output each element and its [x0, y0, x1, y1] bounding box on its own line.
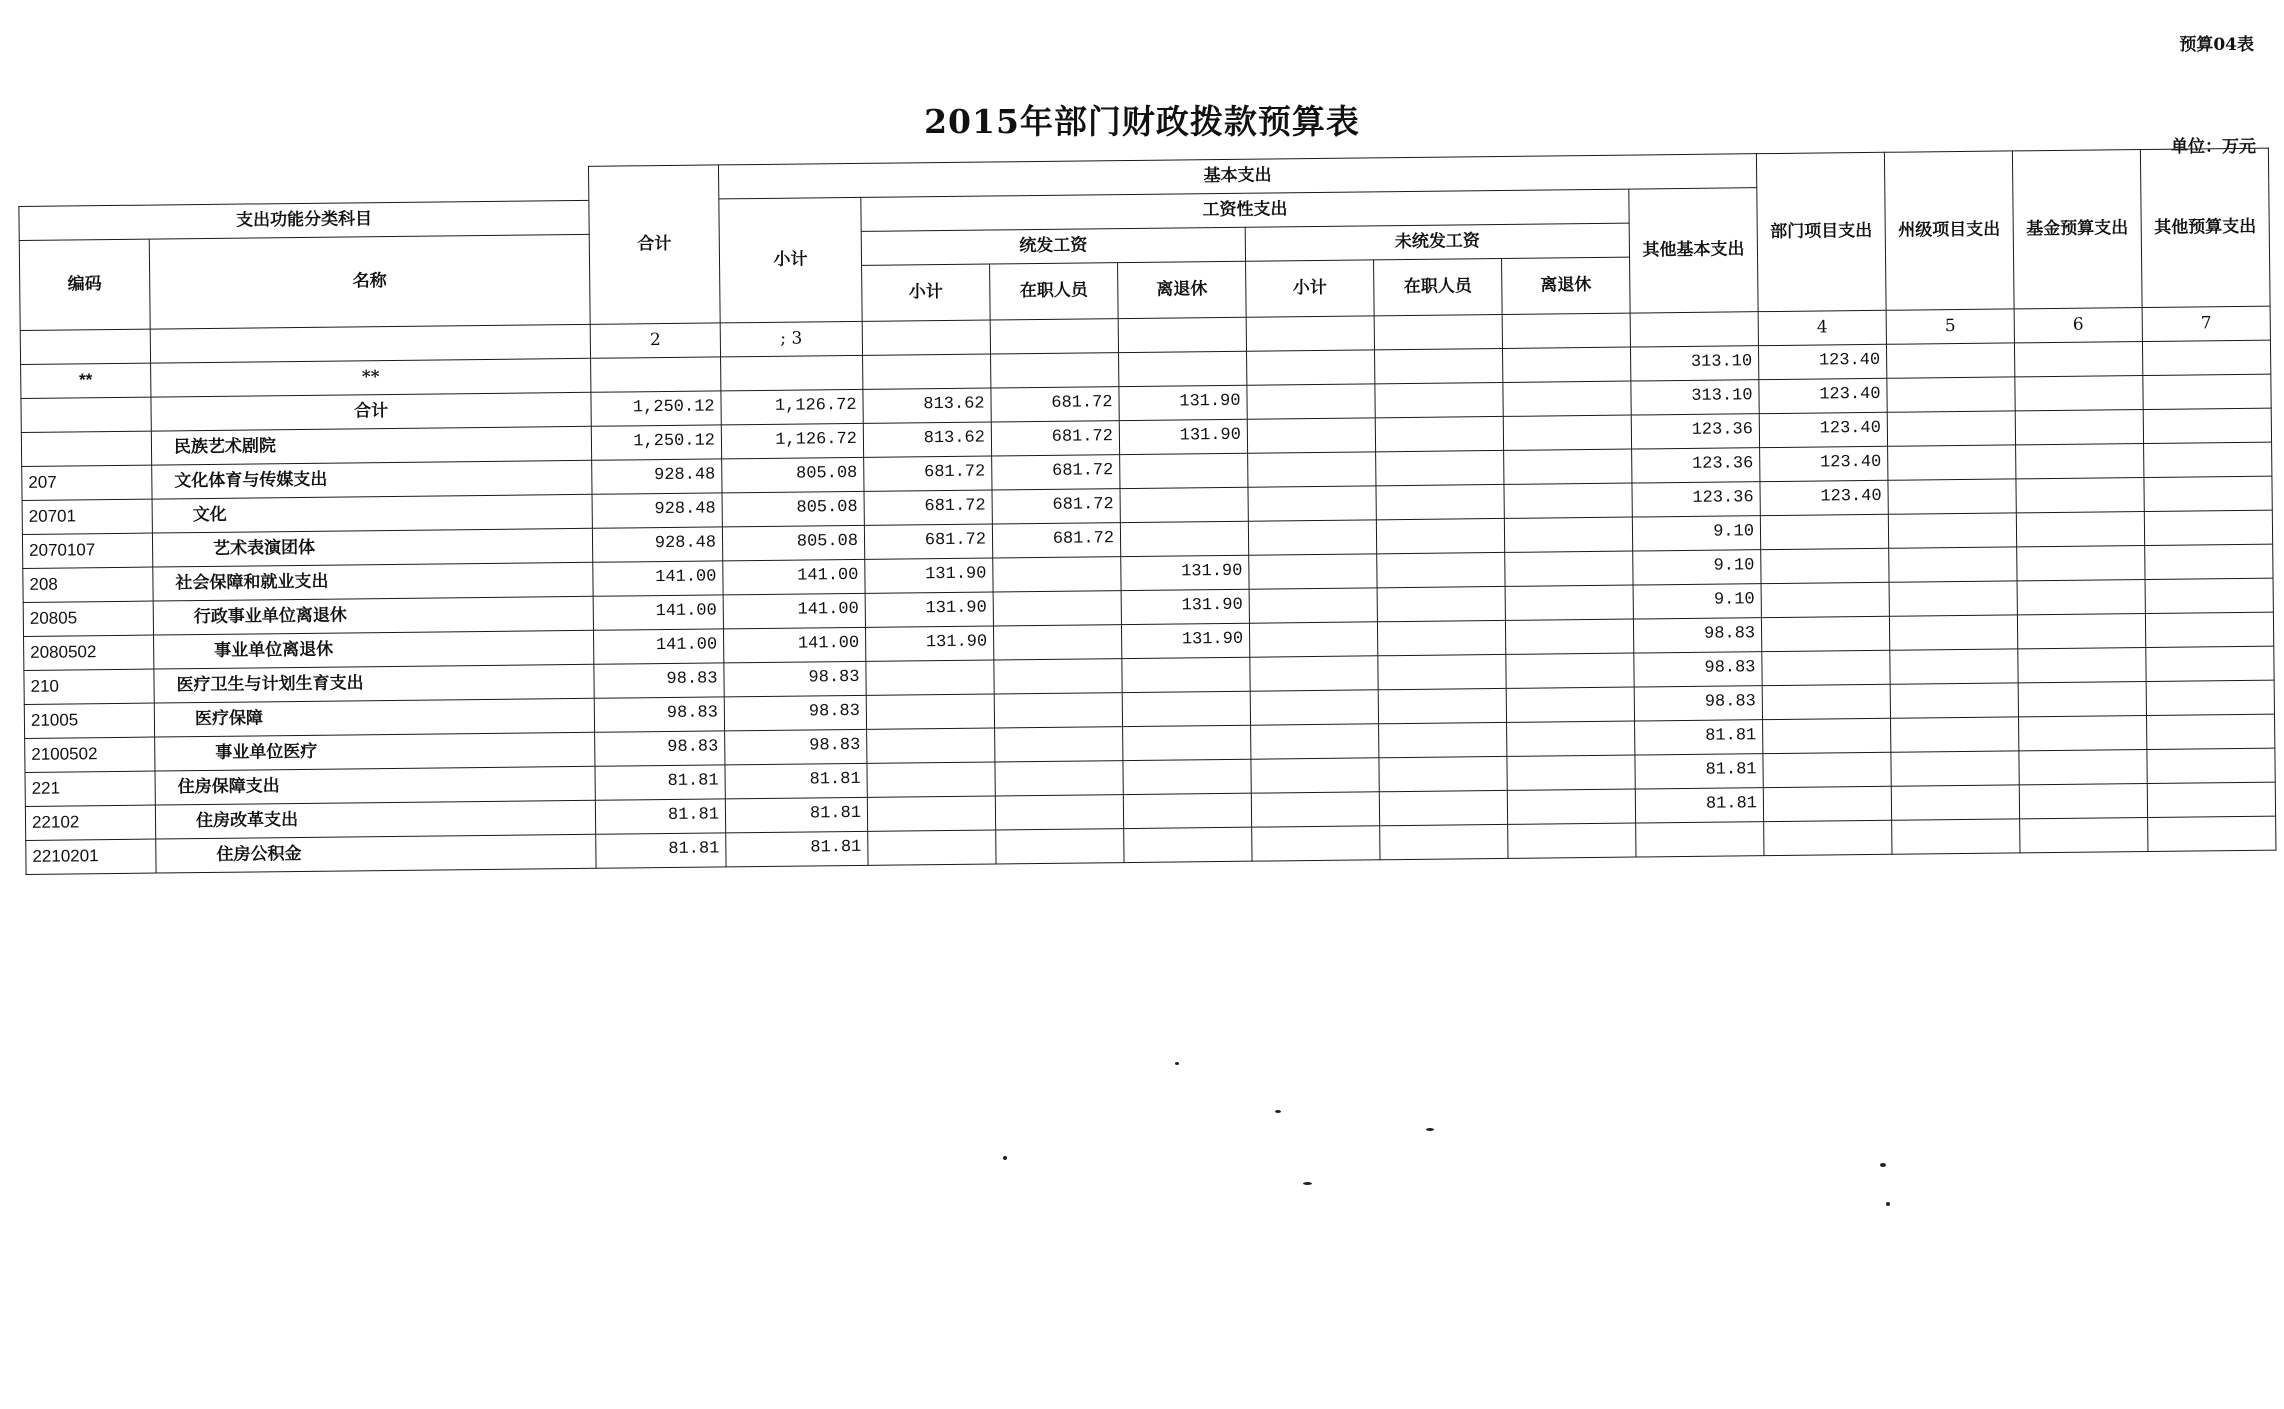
cell-n_sub: [1247, 418, 1375, 453]
row-name: **: [151, 358, 591, 397]
row-name: 住房保障支出: [155, 766, 595, 805]
col-number: 2: [590, 323, 720, 358]
cell-u_retired: 131.90: [1119, 385, 1247, 420]
cell-subtotal: 141.00: [723, 559, 865, 595]
cell-u_retired: 131.90: [1121, 555, 1249, 590]
cell-other: 98.83: [1634, 686, 1762, 721]
cell-dept: 123.40: [1760, 446, 1888, 481]
cell-otherb: [2147, 782, 2275, 817]
cell-other: 313.10: [1631, 380, 1759, 415]
cell-u_retired: [1120, 521, 1248, 556]
cell-n_retired: [1503, 381, 1631, 416]
cell-state: [1888, 479, 2016, 514]
cell-other: 81.81: [1635, 720, 1763, 755]
row-code: 21005: [24, 703, 154, 738]
header-nonunified-active: 在职人员: [1374, 258, 1503, 315]
header-category: 支出功能分类科目: [19, 200, 589, 240]
cell-u_active: [993, 625, 1121, 660]
cell-subtotal: 141.00: [723, 593, 865, 629]
cell-n_active: [1375, 416, 1503, 451]
cell-total: 928.48: [592, 459, 722, 494]
cell-dept: [1761, 616, 1889, 651]
cell-otherb: [2148, 816, 2276, 851]
cell-u_retired: [1120, 487, 1248, 522]
cell-other: 123.36: [1632, 448, 1760, 483]
cell-otherb: [2143, 374, 2271, 409]
cell-fund: [2019, 783, 2147, 818]
cell-u_retired: [1122, 691, 1250, 726]
row-name: 住房改革支出: [155, 800, 595, 839]
cell-dept: 123.40: [1759, 412, 1887, 447]
header-other-basic: 其他基本支出: [1629, 188, 1758, 313]
cell-fund: [2015, 376, 2143, 411]
scan-speck: [1303, 1182, 1312, 1185]
cell-other: 81.81: [1635, 754, 1763, 789]
cell-otherb: [2145, 612, 2273, 647]
cell-n_retired: [1504, 517, 1632, 552]
cell-state: [1887, 411, 2015, 446]
cell-n_sub: [1249, 554, 1377, 589]
cell-n_retired: [1507, 721, 1635, 756]
cell-u_sub: 131.90: [865, 592, 993, 627]
cell-n_active: [1377, 552, 1505, 587]
header-state-project: 州级项目支出: [1884, 151, 2014, 310]
cell-dept: [1763, 752, 1891, 787]
cell-otherb: [2145, 544, 2273, 579]
cell-u_retired: 131.90: [1121, 589, 1249, 624]
cell-u_retired: [1120, 453, 1248, 488]
cell-n_sub: [1248, 486, 1376, 521]
cell-total: 81.81: [596, 833, 726, 868]
cell-n_active: [1380, 824, 1508, 859]
row-code: 210: [24, 669, 154, 704]
cell-n_active: [1379, 790, 1507, 825]
document-code: 预算04表: [2179, 35, 2254, 55]
cell-state: [1891, 751, 2019, 786]
cell-other: 123.36: [1632, 482, 1760, 517]
cell-state: [1891, 717, 2019, 752]
cell-subtotal: 81.81: [726, 831, 868, 867]
header-subtotal: 小计: [719, 197, 862, 323]
cell-u_sub: [866, 660, 994, 695]
cell-n_sub: [1251, 724, 1379, 759]
cell-n_active: [1376, 450, 1504, 485]
header-nonunified-retired: 离退休: [1502, 257, 1631, 314]
header-dept-project: 部门项目支出: [1756, 152, 1886, 311]
cell-u_sub: 681.72: [864, 524, 992, 559]
cell-subtotal: 98.83: [724, 695, 866, 731]
row-code: 221: [25, 771, 155, 806]
col-number: 6: [2014, 308, 2142, 343]
header-unified-retired: 离退休: [1118, 261, 1247, 318]
cell-u_active: [995, 727, 1123, 762]
cell-fund: [2016, 444, 2144, 479]
row-code: 2210201: [26, 839, 156, 874]
cell-u_sub: 131.90: [865, 626, 993, 661]
cell-n_active: [1379, 756, 1507, 791]
cell-other: [1636, 822, 1764, 857]
row-name: 行政事业单位离退休: [153, 596, 593, 635]
cell-otherb: [2144, 510, 2272, 545]
cell-state: [1890, 649, 2018, 684]
cell-otherb: [2145, 578, 2273, 613]
cell-u_active: 681.72: [992, 523, 1120, 558]
cell-n_sub: [1249, 588, 1377, 623]
cell-u_active: 681.72: [991, 387, 1119, 422]
col-number: 4: [1758, 310, 1886, 345]
cell-n_sub: [1251, 792, 1379, 827]
cell-n_sub: [1247, 350, 1375, 385]
header-unified: 统发工资: [861, 227, 1245, 265]
cell-total: 141.00: [593, 595, 723, 630]
row-name: 艺术表演团体: [152, 528, 592, 567]
cell-fund: [2016, 478, 2144, 513]
header-fund-budget: 基金预算支出: [2012, 150, 2142, 309]
row-name: 医疗保障: [154, 698, 594, 737]
cell-subtotal: 141.00: [723, 627, 865, 663]
cell-subtotal: 98.83: [724, 661, 866, 697]
col-number: 5: [1886, 309, 2014, 344]
cell-n_active: [1377, 620, 1505, 655]
row-name: 文化: [152, 494, 592, 533]
header-name: 名称: [149, 234, 590, 329]
document-title: 2015年部门财政拨款预算表: [924, 102, 1360, 141]
cell-u_active: [994, 693, 1122, 728]
unit-label: 单位：万元: [2171, 137, 2256, 157]
budget-sheet: [18, 148, 2275, 875]
cell-n_retired: [1505, 585, 1633, 620]
cell-n_active: [1375, 348, 1503, 383]
cell-other: 313.10: [1630, 346, 1758, 381]
cell-n_active: [1378, 688, 1506, 723]
cell-subtotal: 805.08: [722, 525, 864, 561]
cell-fund: [2016, 512, 2144, 547]
cell-subtotal: 805.08: [722, 457, 864, 493]
cell-fund: [2017, 546, 2145, 581]
cell-otherb: [2146, 680, 2274, 715]
row-name: 医疗卫生与计划生育支出: [154, 664, 594, 703]
cell-other: 9.10: [1633, 550, 1761, 585]
cell-n_retired: [1502, 347, 1630, 382]
cell-n_sub: [1248, 452, 1376, 487]
cell-otherb: [2147, 748, 2275, 783]
cell-fund: [2019, 749, 2147, 784]
cell-dept: [1763, 786, 1891, 821]
cell-fund: [2018, 648, 2146, 683]
cell-dept: 123.40: [1760, 480, 1888, 515]
header-non-unified: 未统发工资: [1245, 223, 1629, 261]
cell-u_sub: [867, 728, 995, 763]
cell-otherb: [2146, 646, 2274, 681]
cell-n_sub: [1251, 758, 1379, 793]
cell-total: 141.00: [593, 561, 723, 596]
cell-subtotal: 1,126.72: [721, 389, 863, 425]
header-other-budget: 其他预算支出: [2140, 148, 2270, 307]
cell-dept: [1764, 820, 1892, 855]
cell-fund: [2020, 817, 2148, 852]
row-code: [21, 397, 151, 432]
cell-state: [1888, 513, 2016, 548]
header-wage: 工资性支出: [861, 189, 1629, 231]
row-code: 2100502: [25, 737, 155, 772]
budget-table: [18, 148, 2276, 875]
cell-other: 98.83: [1633, 618, 1761, 653]
cell-subtotal: [721, 355, 863, 391]
cell-subtotal: 805.08: [722, 491, 864, 527]
cell-u_retired: [1119, 351, 1247, 386]
row-code: [21, 431, 151, 466]
cell-state: [1891, 785, 2019, 820]
cell-u_sub: 681.72: [864, 456, 992, 491]
cell-state: [1889, 615, 2017, 650]
cell-total: 98.83: [594, 663, 724, 698]
cell-n_active: [1376, 484, 1504, 519]
cell-n_retired: [1507, 755, 1635, 790]
cell-dept: [1760, 514, 1888, 549]
cell-u_active: [991, 353, 1119, 388]
cell-u_sub: 131.90: [865, 558, 993, 593]
table-body: [21, 340, 2276, 874]
cell-otherb: [2143, 408, 2271, 443]
cell-subtotal: 1,126.72: [721, 423, 863, 459]
scan-speck: [1426, 1128, 1434, 1131]
cell-state: [1888, 445, 2016, 480]
row-name: 事业单位离退休: [154, 630, 594, 669]
cell-u_sub: 813.62: [863, 388, 991, 423]
cell-dept: [1762, 684, 1890, 719]
cell-total: 98.83: [594, 697, 724, 732]
cell-total: 81.81: [595, 765, 725, 800]
cell-u_sub: [866, 694, 994, 729]
cell-n_active: [1377, 586, 1505, 621]
header-unified-active: 在职人员: [990, 263, 1119, 320]
cell-total: 1,250.12: [591, 391, 721, 426]
cell-n_active: [1376, 518, 1504, 553]
cell-u_retired: [1124, 827, 1252, 862]
cell-n_retired: [1506, 653, 1634, 688]
cell-u_retired: [1123, 725, 1251, 760]
cell-fund: [2015, 410, 2143, 445]
cell-dept: [1761, 548, 1889, 583]
cell-u_retired: 131.90: [1121, 623, 1249, 658]
cell-n_sub: [1252, 826, 1380, 861]
cell-dept: 123.40: [1758, 344, 1886, 379]
cell-other: 9.10: [1633, 584, 1761, 619]
row-name: 民族艺术剧院: [151, 426, 591, 465]
cell-subtotal: 98.83: [725, 729, 867, 765]
cell-n_active: [1378, 654, 1506, 689]
cell-dept: 123.40: [1759, 378, 1887, 413]
cell-fund: [2018, 682, 2146, 717]
cell-u_sub: [863, 354, 991, 389]
cell-u_active: 681.72: [991, 421, 1119, 456]
row-name: 文化体育与传媒支出: [152, 460, 592, 499]
cell-otherb: [2144, 442, 2272, 477]
row-code: **: [21, 363, 151, 398]
cell-otherb: [2142, 340, 2270, 375]
row-code: 208: [23, 567, 153, 602]
cell-state: [1889, 581, 2017, 616]
cell-n_sub: [1250, 656, 1378, 691]
cell-u_sub: [867, 762, 995, 797]
row-code: 22102: [25, 805, 155, 840]
cell-state: [1886, 343, 2014, 378]
cell-fund: [2017, 580, 2145, 615]
cell-u_active: [995, 795, 1123, 830]
col-number: ; 3: [720, 321, 862, 357]
cell-n_active: [1375, 382, 1503, 417]
header-total: 合计: [588, 165, 720, 324]
row-code: 20701: [22, 499, 152, 534]
row-code: 207: [22, 465, 152, 500]
cell-otherb: [2147, 714, 2275, 749]
cell-other: 98.83: [1634, 652, 1762, 687]
cell-n_retired: [1505, 551, 1633, 586]
cell-u_sub: 681.72: [864, 490, 992, 525]
cell-total: 98.83: [595, 731, 725, 766]
header-code: 编码: [19, 239, 150, 330]
cell-n_sub: [1250, 690, 1378, 725]
cell-n_retired: [1503, 415, 1631, 450]
row-name: 住房公积金: [156, 834, 596, 873]
scan-speck: [1275, 1110, 1281, 1113]
cell-total: 1,250.12: [591, 425, 721, 460]
cell-u_active: 681.72: [992, 455, 1120, 490]
cell-subtotal: 81.81: [725, 763, 867, 799]
cell-u_retired: [1123, 759, 1251, 794]
cell-n_retired: [1504, 483, 1632, 518]
cell-state: [1889, 547, 2017, 582]
cell-dept: [1761, 582, 1889, 617]
cell-total: [591, 357, 721, 392]
cell-otherb: [2144, 476, 2272, 511]
header-nonunified-sub: 小计: [1246, 260, 1375, 317]
cell-u_active: [993, 557, 1121, 592]
cell-fund: [2019, 715, 2147, 750]
cell-u_active: [995, 761, 1123, 796]
cell-other: 9.10: [1632, 516, 1760, 551]
cell-n_retired: [1505, 619, 1633, 654]
cell-subtotal: 81.81: [725, 797, 867, 833]
cell-u_retired: [1122, 657, 1250, 692]
col-number: 7: [2142, 306, 2270, 341]
scan-speck: [1175, 1062, 1179, 1065]
cell-u_retired: [1123, 793, 1251, 828]
cell-u_sub: 813.62: [863, 422, 991, 457]
cell-n_retired: [1506, 687, 1634, 722]
cell-n_retired: [1507, 789, 1635, 824]
cell-u_active: [994, 659, 1122, 694]
cell-fund: [2014, 342, 2142, 377]
cell-n_active: [1379, 722, 1507, 757]
cell-total: 141.00: [593, 629, 723, 664]
cell-u_active: [993, 591, 1121, 626]
cell-state: [1887, 377, 2015, 412]
cell-fund: [2017, 614, 2145, 649]
cell-other: 81.81: [1635, 788, 1763, 823]
cell-n_sub: [1249, 622, 1377, 657]
header-unified-sub: 小计: [862, 264, 991, 321]
row-code: 2080502: [24, 635, 154, 670]
scan-speck: [1003, 1156, 1007, 1160]
cell-n_sub: [1248, 520, 1376, 555]
cell-u_retired: 131.90: [1119, 419, 1247, 454]
cell-u_sub: [868, 830, 996, 865]
cell-total: 81.81: [595, 799, 725, 834]
row-code: 2070107: [22, 533, 152, 568]
scan-speck: [1886, 1202, 1890, 1206]
cell-u_active: 681.72: [992, 489, 1120, 524]
cell-other: 123.36: [1631, 414, 1759, 449]
row-name: 事业单位医疗: [155, 732, 595, 771]
row-name: 社会保障和就业支出: [153, 562, 593, 601]
cell-dept: [1762, 650, 1890, 685]
cell-total: 928.48: [592, 527, 722, 562]
cell-u_sub: [867, 796, 995, 831]
row-code: 20805: [23, 601, 153, 636]
cell-n_retired: [1508, 823, 1636, 858]
scan-speck: [1880, 1163, 1886, 1167]
row-name: 合计: [151, 392, 591, 431]
cell-dept: [1763, 718, 1891, 753]
header-basic: 基本支出: [718, 154, 1756, 199]
cell-u_active: [996, 829, 1124, 864]
cell-n_retired: [1504, 449, 1632, 484]
cell-state: [1892, 819, 2020, 854]
cell-n_sub: [1247, 384, 1375, 419]
cell-state: [1890, 683, 2018, 718]
cell-total: 928.48: [592, 493, 722, 528]
